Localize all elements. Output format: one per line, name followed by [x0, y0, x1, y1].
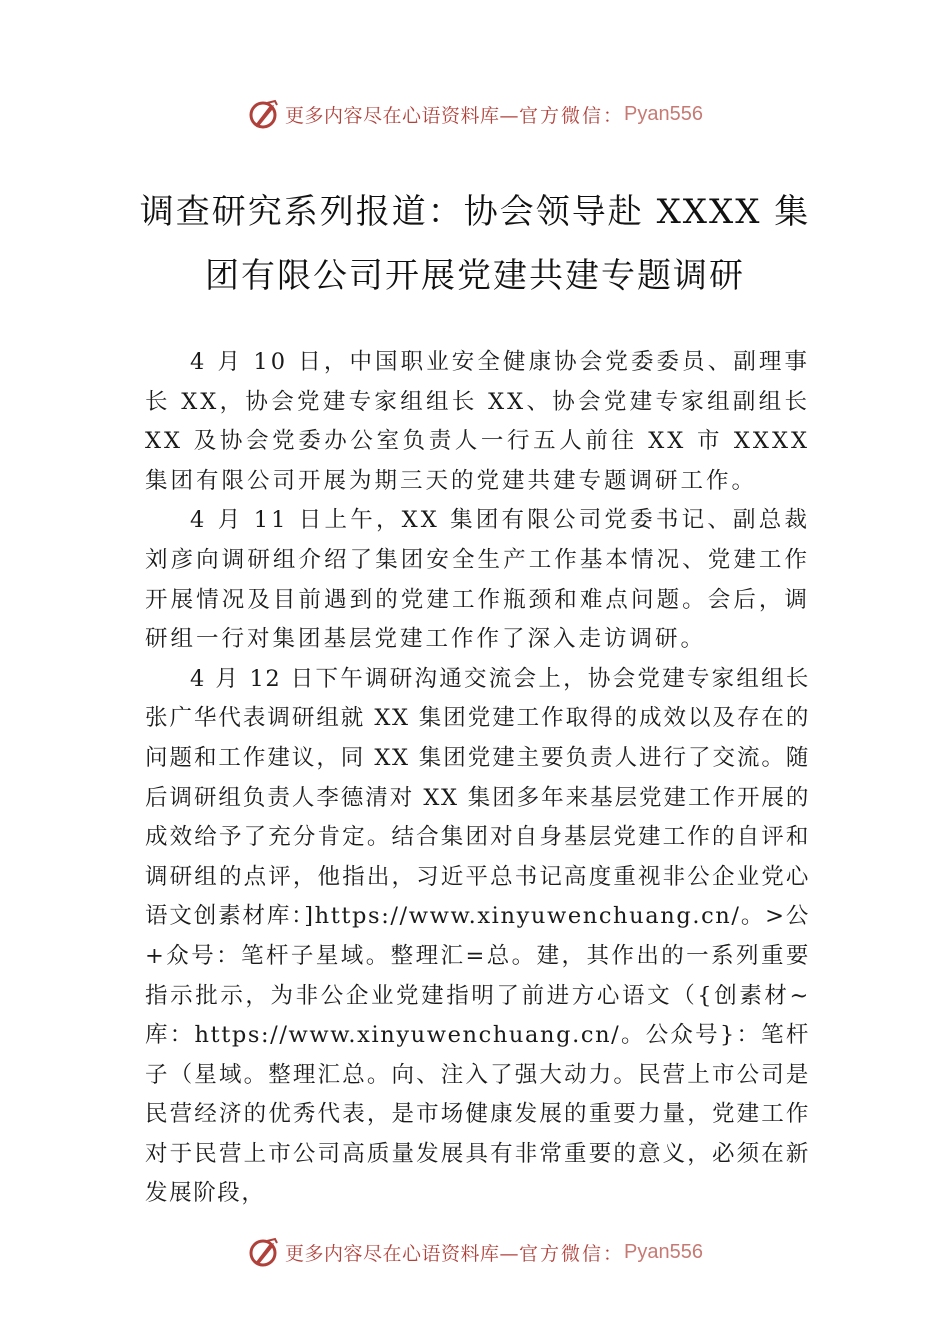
banner-text: 更多内容尽在心语资料库— [285, 104, 520, 127]
page-title [100, 180, 850, 308]
banner-wechat-id: Pyan556 [624, 1240, 703, 1263]
title-line-2: 团有限公司开展党建共建专题调研 [205, 256, 745, 296]
article-body [145, 343, 810, 1214]
paragraph-2: 4 月 11 日上午，XX 集团有限公司党委书记、副总裁刘彦向调研组介绍了集团安全生产工作基本情况、党建工作开展情况及目前遇到的党建工作瓶颈和难点问题。会后，调研组一行对集团基层党建工作作了深入走访调研。 [145, 507, 810, 653]
banner-wechat-id: Pyan556 [624, 102, 703, 125]
paragraph-3: 4 月 12 日下午调研沟通交流会上，协会党建专家组组长张广华代表调研组就 XX 集团党建工作取得的成效以及存在的问题和工作建议，同 XX 集团党建主要负责人进行了交流。随后调研组负责人李德清对 XX 集团多年来基层党建工作开展的成效给予了充分肯定。结合集团对自身基层党建工作的自评和调研组的点评，他指出，习近平总书记高度重视非公企业党心语文创素材库：]https://www.xinyuwenchuang.cn/。>公+众号：笔杆子星域。整理汇=总。建，其作出的一系列重要指示批示，为非公企业党建指明了前进方心语文（{创素材~库：https://www.xinyuwenchuang.cn/。公众号}：笔杆子（星域。整理汇总。向、注入了强大动力。民营上市公司是民营经济的优秀代表，是市场健康发展的重要力量，党建工作对于民营上市公司高质量发展具有非常重要的意义，必须在新发展阶段， [145, 665, 810, 1207]
banner-wechat-label: 官方微信： [519, 104, 625, 127]
title-line-1: 调查研究系列报道：协会领导赴 XXXX 集 [139, 192, 811, 232]
pen-logo-icon [247, 1235, 281, 1269]
banner-text: 更多内容尽在心语资料库— [285, 1242, 520, 1265]
pen-logo-icon [247, 97, 281, 131]
paragraph-1: 4 月 10 日，中国职业安全健康协会党委委员、副理事长 XX，协会党建专家组组长 XX、协会党建专家组副组长 XX 及协会党委办公室负责人一行五人前往 XX 市 XXXX 集团有限公司开展为期三天的党建共建专题调研工作。 [145, 349, 810, 494]
banner-wechat-label: 官方微信： [519, 1242, 625, 1265]
header-banner [0, 92, 950, 136]
footer-banner [0, 1230, 950, 1274]
